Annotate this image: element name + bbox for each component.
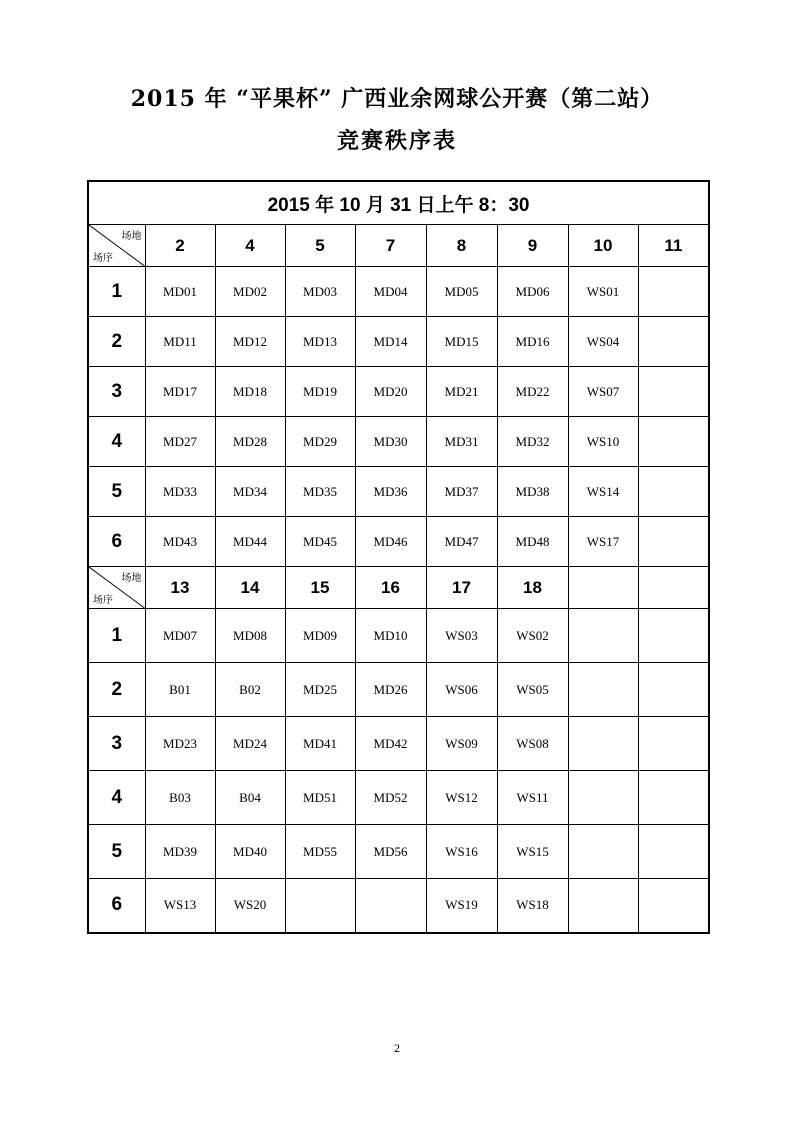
match-cell: [568, 771, 638, 825]
match-cell: MD40: [215, 825, 285, 879]
match-cell: MD05: [426, 267, 497, 317]
match-cell: MD32: [497, 417, 568, 467]
match-cell: [638, 609, 709, 663]
table-row: [88, 367, 709, 417]
match-cell: [568, 879, 638, 933]
sequence-number: 1: [88, 609, 145, 663]
match-cell: MD39: [145, 825, 215, 879]
court-header-row: [88, 567, 709, 609]
match-cell: WS03: [426, 609, 497, 663]
match-cell: MD08: [215, 609, 285, 663]
court-number: 11: [638, 225, 709, 267]
court-number: 9: [497, 225, 568, 267]
sequence-number: 5: [88, 825, 145, 879]
match-cell: [285, 879, 355, 933]
match-cell: [568, 825, 638, 879]
match-cell: MD12: [215, 317, 285, 367]
match-cell: MD11: [145, 317, 215, 367]
match-cell: MD16: [497, 317, 568, 367]
match-cell: WS15: [497, 825, 568, 879]
match-cell: WS11: [497, 771, 568, 825]
match-cell: [638, 879, 709, 933]
sequence-number: 2: [88, 317, 145, 367]
sequence-number: 6: [88, 879, 145, 933]
match-cell: WS18: [497, 879, 568, 933]
table-row: [88, 517, 709, 567]
match-cell: MD19: [285, 367, 355, 417]
match-cell: [638, 717, 709, 771]
table-row: [88, 267, 709, 317]
match-cell: B02: [215, 663, 285, 717]
sequence-number: 6: [88, 517, 145, 567]
match-cell: [638, 663, 709, 717]
match-cell: MD37: [426, 467, 497, 517]
court-number: 2: [145, 225, 215, 267]
match-cell: MD06: [497, 267, 568, 317]
match-cell: MD18: [215, 367, 285, 417]
table-row: [88, 317, 709, 367]
match-cell: WS10: [568, 417, 638, 467]
match-cell: MD42: [355, 717, 426, 771]
match-cell: [355, 879, 426, 933]
match-cell: MD13: [285, 317, 355, 367]
corner-court-label: 场地: [121, 231, 142, 242]
match-cell: WS04: [568, 317, 638, 367]
sequence-number: 5: [88, 467, 145, 517]
match-cell: MD21: [426, 367, 497, 417]
match-cell: [638, 367, 709, 417]
match-cell: MD15: [426, 317, 497, 367]
match-cell: MD28: [215, 417, 285, 467]
match-cell: MD38: [497, 467, 568, 517]
match-cell: [638, 771, 709, 825]
match-cell: MD23: [145, 717, 215, 771]
schedule-datetime: 2015 年 10 月 31 日上午 8：30: [88, 181, 709, 225]
match-cell: B04: [215, 771, 285, 825]
match-cell: MD33: [145, 467, 215, 517]
table-row: [88, 771, 709, 825]
match-cell: [638, 417, 709, 467]
match-cell: MD34: [215, 467, 285, 517]
match-cell: MD24: [215, 717, 285, 771]
match-cell: MD43: [145, 517, 215, 567]
match-cell: MD48: [497, 517, 568, 567]
match-cell: WS19: [426, 879, 497, 933]
match-cell: MD52: [355, 771, 426, 825]
match-cell: WS02: [497, 609, 568, 663]
match-cell: WS01: [568, 267, 638, 317]
court-number: 17: [426, 567, 497, 609]
match-cell: MD44: [215, 517, 285, 567]
match-cell: MD27: [145, 417, 215, 467]
table-row: [88, 417, 709, 467]
sequence-number: 1: [88, 267, 145, 317]
match-cell: MD22: [497, 367, 568, 417]
match-cell: WS08: [497, 717, 568, 771]
match-cell: MD47: [426, 517, 497, 567]
match-cell: MD25: [285, 663, 355, 717]
match-cell: [638, 825, 709, 879]
match-cell: B03: [145, 771, 215, 825]
sequence-number: 2: [88, 663, 145, 717]
court-number: 16: [355, 567, 426, 609]
match-cell: MD45: [285, 517, 355, 567]
match-cell: WS09: [426, 717, 497, 771]
match-cell: MD07: [145, 609, 215, 663]
match-cell: [638, 467, 709, 517]
corner-sequence-label: 场序: [93, 595, 113, 606]
match-cell: MD14: [355, 317, 426, 367]
match-cell: MD51: [285, 771, 355, 825]
match-cell: B01: [145, 663, 215, 717]
court-number: [638, 567, 709, 609]
match-cell: WS16: [426, 825, 497, 879]
court-number: 13: [145, 567, 215, 609]
court-number: [568, 567, 638, 609]
table-row: [88, 879, 709, 933]
match-cell: WS06: [426, 663, 497, 717]
match-cell: MD03: [285, 267, 355, 317]
match-cell: MD20: [355, 367, 426, 417]
sequence-number: 4: [88, 417, 145, 467]
document-subtitle: 竞赛秩序表: [336, 128, 457, 154]
table-row: [88, 825, 709, 879]
court-number: 18: [497, 567, 568, 609]
match-cell: MD41: [285, 717, 355, 771]
court-number: 10: [568, 225, 638, 267]
match-cell: WS17: [568, 517, 638, 567]
match-cell: MD35: [285, 467, 355, 517]
match-cell: [568, 609, 638, 663]
match-cell: WS07: [568, 367, 638, 417]
match-cell: WS12: [426, 771, 497, 825]
match-cell: MD29: [285, 417, 355, 467]
match-cell: MD26: [355, 663, 426, 717]
match-cell: MD04: [355, 267, 426, 317]
corner-court-label: 场地: [121, 573, 142, 584]
table-row: [88, 609, 709, 663]
document-title: 2015 年 “平果杯” 广西业余网球公开赛（第二站）: [130, 86, 664, 112]
court-number: 4: [215, 225, 285, 267]
court-number: 15: [285, 567, 355, 609]
match-cell: MD55: [285, 825, 355, 879]
match-cell: WS05: [497, 663, 568, 717]
match-cell: MD46: [355, 517, 426, 567]
corner-sequence-label: 场序: [93, 253, 113, 264]
sequence-number: 4: [88, 771, 145, 825]
match-cell: MD31: [426, 417, 497, 467]
table-row: [88, 717, 709, 771]
match-cell: [638, 317, 709, 367]
page-number: 2: [394, 1041, 400, 1055]
match-cell: MD30: [355, 417, 426, 467]
court-header-row: [88, 225, 709, 267]
court-number: 5: [285, 225, 355, 267]
match-cell: [568, 717, 638, 771]
court-number: 14: [215, 567, 285, 609]
match-cell: WS13: [145, 879, 215, 933]
match-cell: [568, 663, 638, 717]
match-cell: MD36: [355, 467, 426, 517]
court-number: 8: [426, 225, 497, 267]
corner-cell: [88, 225, 145, 267]
match-cell: MD09: [285, 609, 355, 663]
court-number: 7: [355, 225, 426, 267]
match-cell: MD01: [145, 267, 215, 317]
match-cell: [638, 517, 709, 567]
sequence-number: 3: [88, 367, 145, 417]
match-cell: WS14: [568, 467, 638, 517]
match-cell: WS20: [215, 879, 285, 933]
match-cell: [638, 267, 709, 317]
match-cell: MD02: [215, 267, 285, 317]
match-cell: MD10: [355, 609, 426, 663]
corner-cell: [88, 567, 145, 609]
match-cell: MD56: [355, 825, 426, 879]
table-row: [88, 663, 709, 717]
schedule-table: [87, 180, 710, 934]
table-row: [88, 467, 709, 517]
match-cell: MD17: [145, 367, 215, 417]
sequence-number: 3: [88, 717, 145, 771]
